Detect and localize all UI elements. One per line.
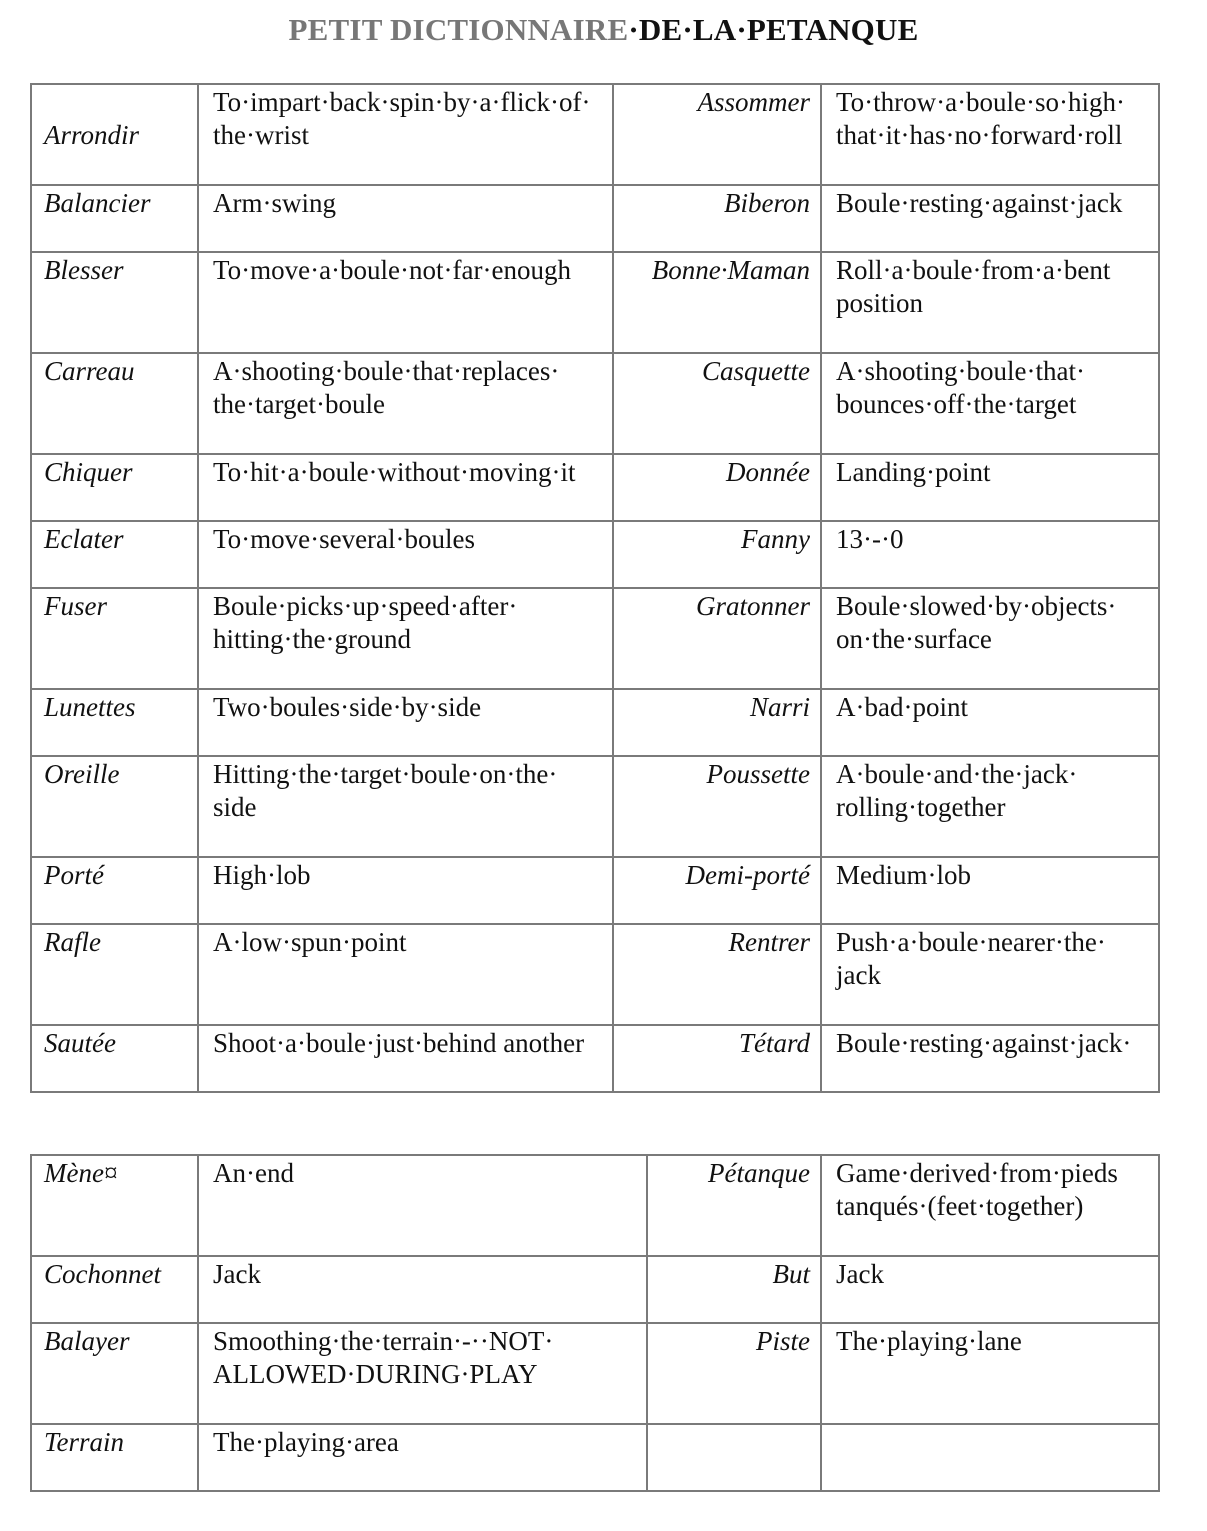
term-left: Cochonnet: [31, 1256, 198, 1323]
term-right: Poussette: [613, 756, 821, 857]
definition-left: A·shooting·boule·that·replaces· the·target·boule: [198, 353, 613, 454]
glossary-row: [31, 521, 1159, 588]
term-left: Chiquer: [31, 454, 198, 521]
term-left: Balayer: [31, 1323, 198, 1424]
glossary-row: [31, 1323, 1159, 1424]
glossary-row: [31, 84, 1159, 185]
definition-left: To·move·several·boules: [198, 521, 613, 588]
glossary-row: [31, 588, 1159, 689]
glossary-table-secondary: [30, 1154, 1160, 1492]
term-left: Oreille: [31, 756, 198, 857]
definition-right: A·bad·point: [821, 689, 1159, 756]
definition-left: Hitting·the·target·boule·on·the· side: [198, 756, 613, 857]
glossary-row: [31, 857, 1159, 924]
glossary-row: [31, 689, 1159, 756]
glossary-row: [31, 1424, 1159, 1491]
definition-left: To·impart·back·spin·by·a·flick·of· the·wrist: [198, 84, 613, 185]
term-left: Mène¤: [31, 1155, 198, 1256]
term-right: Demi-porté: [613, 857, 821, 924]
definition-left: To·move·a·boule·not·far·enough: [198, 252, 613, 353]
term-right: Casquette: [613, 353, 821, 454]
glossary-row: [31, 185, 1159, 252]
term-right: Pétanque: [647, 1155, 821, 1256]
definition-right: A·shooting·boule·that· bounces·off·the·target: [821, 353, 1159, 454]
definition-right: The·playing·lane: [821, 1323, 1159, 1424]
definition-right: Push·a·boule·nearer·the· jack: [821, 924, 1159, 1025]
definition-right: A·boule·and·the·jack· rolling·together: [821, 756, 1159, 857]
term-left: Balancier: [31, 185, 198, 252]
title-part-2: ·DE·LA·PETANQUE: [628, 12, 919, 47]
definition-right: [821, 1424, 1159, 1491]
term-left: Carreau: [31, 353, 198, 454]
term-left: Rafle: [31, 924, 198, 1025]
term-right: Fanny: [613, 521, 821, 588]
definition-right: Boule·resting·against·jack·: [821, 1025, 1159, 1092]
glossary-row: [31, 353, 1159, 454]
title-part-1: PETIT DICTIONNAIRE: [288, 12, 629, 47]
definition-left: An·end: [198, 1155, 647, 1256]
term-right: Tétard: [613, 1025, 821, 1092]
definition-right: Jack: [821, 1256, 1159, 1323]
glossary-row: [31, 454, 1159, 521]
glossary-row: [31, 924, 1159, 1025]
definition-right: 13·-·0: [821, 521, 1159, 588]
term-right: But: [647, 1256, 821, 1323]
definition-left: A·low·spun·point: [198, 924, 613, 1025]
term-left: Porté: [31, 857, 198, 924]
page-title: [0, 12, 1207, 48]
glossary-row: [31, 252, 1159, 353]
term-right: Biberon: [613, 185, 821, 252]
definition-left: Jack: [198, 1256, 647, 1323]
definition-left: Boule·picks·up·speed·after· hitting·the·ground: [198, 588, 613, 689]
definition-right: Roll·a·boule·from·a·bent position: [821, 252, 1159, 353]
term-right: Donnée: [613, 454, 821, 521]
glossary-row: [31, 1155, 1159, 1256]
glossary-row: [31, 1256, 1159, 1323]
term-left: Fuser: [31, 588, 198, 689]
definition-right: Medium·lob: [821, 857, 1159, 924]
glossary-table-main: [30, 83, 1160, 1093]
glossary-row: [31, 756, 1159, 857]
definition-left: Shoot·a·boule·just·behind another: [198, 1025, 613, 1092]
definition-right: Boule·slowed·by·objects· on·the·surface: [821, 588, 1159, 689]
term-right: Rentrer: [613, 924, 821, 1025]
definition-left: To·hit·a·boule·without·moving·it: [198, 454, 613, 521]
definition-left: Arm·swing: [198, 185, 613, 252]
glossary-row: [31, 1025, 1159, 1092]
definition-left: High·lob: [198, 857, 613, 924]
definition-left: The·playing·area: [198, 1424, 647, 1491]
term-left: Eclater: [31, 521, 198, 588]
term-right: Bonne·Maman: [613, 252, 821, 353]
term-left: Blesser: [31, 252, 198, 353]
term-left: Terrain: [31, 1424, 198, 1491]
term-right: Piste: [647, 1323, 821, 1424]
term-right: [647, 1424, 821, 1491]
term-right: Assommer: [613, 84, 821, 185]
definition-left: Smoothing·the·terrain·-··NOT· ALLOWED·DURING·PLAY: [198, 1323, 647, 1424]
term-right: Narri: [613, 689, 821, 756]
term-left: Lunettes: [31, 689, 198, 756]
definition-right: Game·derived·from·pieds tanqués·(feet·together): [821, 1155, 1159, 1256]
definition-right: Boule·resting·against·jack: [821, 185, 1159, 252]
definition-right: To·throw·a·boule·so·high· that·it·has·no·forward·roll: [821, 84, 1159, 185]
term-right: Gratonner: [613, 588, 821, 689]
definition-right: Landing·point: [821, 454, 1159, 521]
definition-left: Two·boules·side·by·side: [198, 689, 613, 756]
term-left: Arrondir: [31, 84, 198, 185]
term-left: Sautée: [31, 1025, 198, 1092]
